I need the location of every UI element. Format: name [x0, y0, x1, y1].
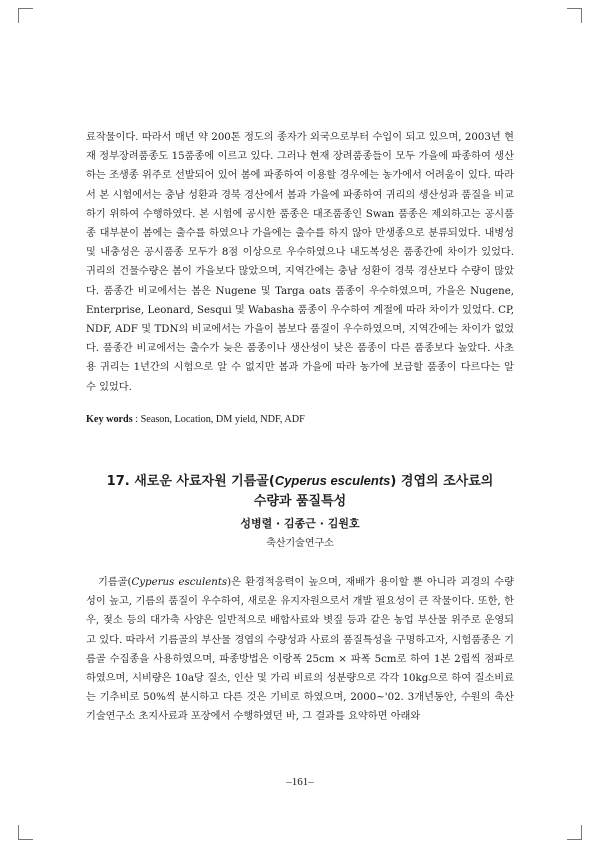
crop-mark-bottom-left — [18, 825, 33, 840]
crop-mark-bottom-right — [567, 825, 582, 840]
affiliation: 축산기술연구소 — [266, 538, 334, 549]
body-species: Cyperus esculents — [131, 577, 228, 588]
body-paragraph — [86, 573, 514, 727]
body-lead: 기름골( — [98, 577, 132, 588]
page-number: –161– — [286, 776, 314, 788]
crop-mark-top-right — [567, 8, 582, 23]
body-text: )은 환경적응력이 높으며, 재배가 용이할 뿐 아니라 괴경의 수량성이 높고, 기름의 품질이 우수하여, 새로운 유지자원으로서 개발 필요성이 큰 작물이다. 또한, 한우, 젖소 등의 대가축 사양은 일반적으로 배합사료와 볏짚 등과 같은 농업 부산물 위주로 운영되고 있다. 따라서 기름골의 부산물 경엽의 수량성과 사료의 품질특성을 구명하고자, 시험품종은 기름골 수집종을 사용하였으며, 파종방법은 이랑폭 25cm × 파폭 5cm로 하여 1본 2립씩 점파로 하였으며, 시비량은 10a당 질소, 인산 및 가리 비료의 성분량으로 각각 10kg으로 하여 질소비료는 기추비로 50%씩 분시하고 다른 것은 기비로 하였으며, 2000~'02. 3개년동안, 수원의 축산기술연구소 초지사료과 포장에서 수행하였던 바, 그 결과를 요약하면 아래와 — [86, 577, 514, 723]
abstract-section — [86, 128, 514, 397]
authors: 성병렬 · 김종근 · 김원호 — [240, 517, 360, 530]
abstract-paragraph: 료작물이다. 따라서 매년 약 200톤 정도의 종자가 외국으로부터 수입이 되고 있으며, 2003년 현재 정부장려품종도 15품종에 이르고 있다. 그러나 현재 장려품종들이 모두 가을에 파종하여 생산하는 조생종 위주로 선발되어 있어 봄에 파종하여 이용할 경우에는 농가에서 어려움이 있다. 따라서 본 시험에서는 충남 성환과 경북 경산에서 봄과 가을에 파종하여 귀리의 생산성과 품질을 비교하기 위하여 수행하였다. 본 시험에 공시한 품종은 대조품종인 Swan 품종은 제외하고는 공시품종 대부분이 봄에는 출수를 하였으나 가을에는 출수를 하지 않아 만생종으로 분류되었다. 내병성 및 내충성은 공시품종 모두가 8점 이상으로 우수하였으나 내도복성은 품종간에 차이가 있었다. 귀리의 건물수량은 봄이 가을보다 많았으며, 지역간에는 충남 성환이 경북 경산보다 수량이 많았다. 품종간 비교에서는 봄은 Nugene 및 Targa oats 품종이 우수하였으며, 가을은 Nugene, Enterprise, Leonard, Sesqui 및 Wabasha 품종이 우수하여 계절에 따라 차이가 있었다. CP, NDF, ADF 및 TDN의 비교에서는 가을이 봄보다 품질이 우수하였으며, 지역간에는 차이가 없었다. 품종간 비교에서는 출수가 늦은 품종이나 생산성이 낮은 품종이 다른 품종보다 높았다. 사초용 귀리는 1년간의 시험으로 알 수 없지만 봄과 가을에 따라 농가에 보급할 품종이 다르다는 알 수 있었다. — [86, 132, 514, 393]
crop-mark-top-left — [18, 8, 33, 23]
section-title-species: Cyperus esculents — [274, 473, 391, 488]
section-title-line2: 수량과 품질특성 — [253, 494, 347, 509]
section-title — [80, 470, 520, 489]
section-title-prefix: 17. 새로운 사료자원 기름골( — [106, 474, 275, 489]
section-title-suffix: ) 경엽의 조사료의 — [390, 474, 494, 489]
keywords-label: Key words — [86, 414, 133, 425]
keywords-line — [86, 410, 514, 429]
keywords-value: : Season, Location, DM yield, NDF, ADF — [135, 414, 305, 425]
